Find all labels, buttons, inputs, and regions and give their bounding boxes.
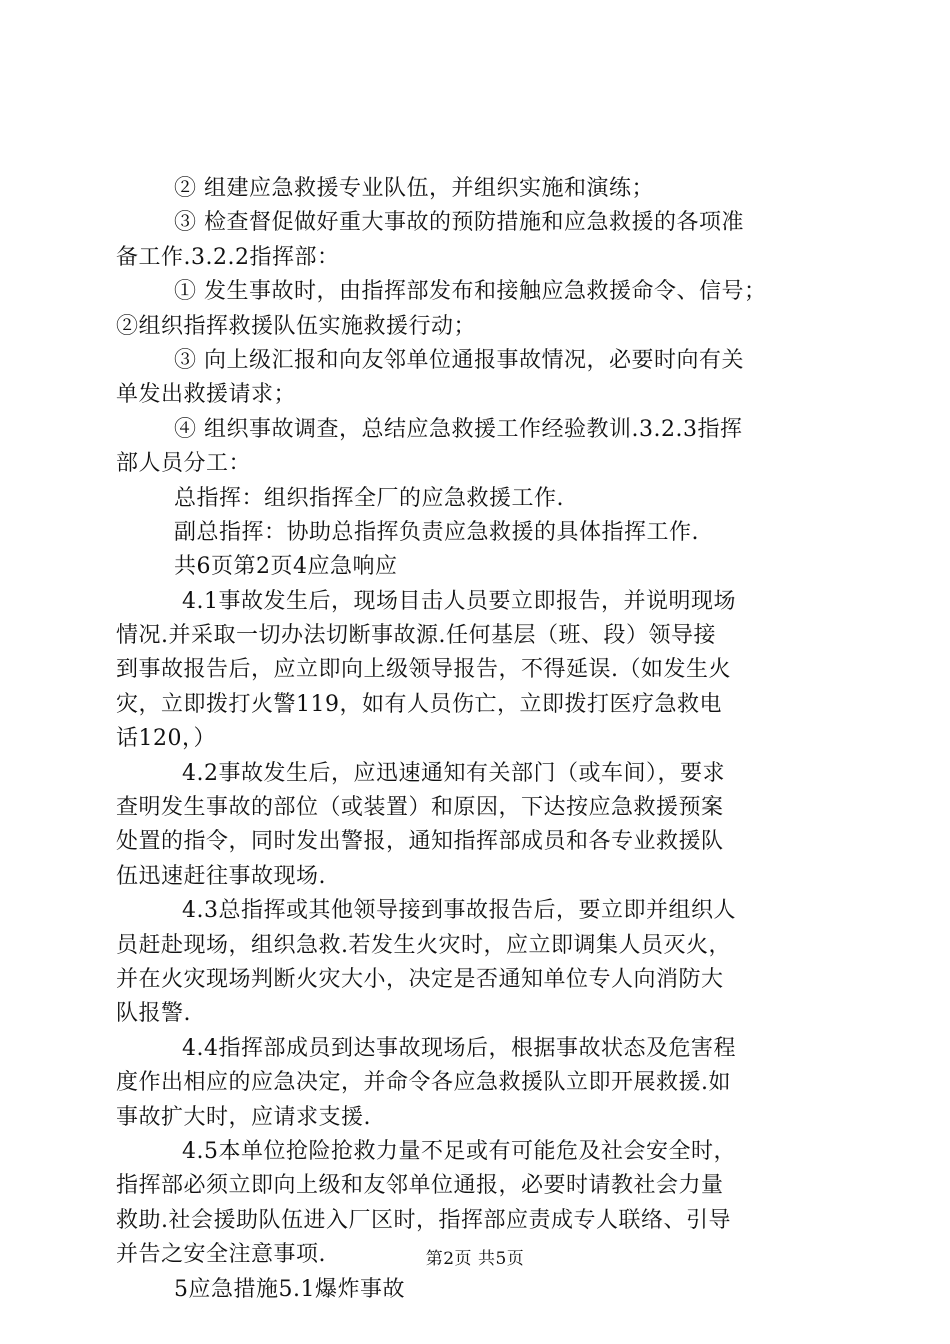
text-line: 伍迅速赶往事故现场. — [116, 863, 326, 889]
text-line: 总指挥：组织指挥全厂的应急救援工作. — [174, 485, 564, 511]
text-line: 到事故报告后，应立即向上级领导报告，不得延误.（如发生火 — [116, 657, 731, 683]
text-line: ① 发生事故时，由指挥部发布和接触应急救援命令、信号； — [174, 279, 767, 305]
text-line: 救助.社会援助队伍进入厂区时，指挥部应责成专人联络、引导 — [116, 1207, 731, 1233]
text-line: 单发出救援请求； — [116, 382, 297, 408]
text-line: 4.2事故发生后，应迅速通知有关部门（或车间），要求 — [182, 760, 725, 786]
text-line: 度作出相应的应急决定，并命令各应急救援队立即开展救援.如 — [116, 1070, 731, 1096]
document-body — [116, 172, 846, 1307]
text-line: 查明发生事故的部位（或装置）和原因，下达按应急救援预案 — [116, 795, 724, 821]
text-line: 4.5本单位抢险抢救力量不足或有可能危及社会安全时， — [182, 1138, 736, 1164]
text-line: 5应急措施5.1爆炸事故 — [174, 1276, 405, 1302]
text-line: 备工作.3.2.2指挥部： — [116, 244, 340, 270]
text-line: 部人员分工： — [116, 451, 252, 477]
text-line: 队报警. — [116, 1001, 191, 1027]
text-line: 并告之安全注意事项. — [116, 1242, 326, 1268]
text-line: 情况.并采取一切办法切断事故源.任何基层（班、段）领导接 — [116, 623, 716, 649]
text-line: 员赶赴现场，组织急救.若发生火灾时，应立即调集人员灭火， — [116, 932, 731, 958]
text-line: 话120，） — [116, 726, 216, 752]
text-line: 4.4指挥部成员到达事故现场后，根据事故状态及危害程 — [182, 1035, 736, 1061]
text-line: 并在火灾现场判断火灾大小，决定是否通知单位专人向消防大 — [116, 966, 724, 992]
text-line: 灾，立即拨打火警119，如有人员伤亡，立即拨打医疗急救电 — [116, 691, 722, 717]
text-line: ③ 向上级汇报和向友邻单位通报事故情况，必要时向有关 — [174, 347, 744, 373]
text-line: 共6页第2页4应急响应 — [174, 554, 398, 580]
text-line: ② 组建应急救援专业队伍，并组织实施和演练； — [174, 176, 654, 201]
text-line: ②组织指挥救援队伍实施救援行动； — [116, 313, 477, 339]
page-footer: 第2页 共5页 — [425, 1249, 525, 1269]
text-line: ④ 组织事故调查，总结应急救援工作经验教训.3.2.3指挥 — [174, 416, 743, 442]
text-line: 处置的指令，同时发出警报，通知指挥部成员和各专业救援队 — [116, 829, 724, 855]
text-line: 指挥部必须立即向上级和友邻单位通报，必要时请教社会力量 — [116, 1173, 724, 1199]
text-line: 事故扩大时，应请求支援. — [116, 1104, 371, 1130]
text-line: 副总指挥：协助总指挥负责应急救援的具体指挥工作. — [174, 519, 699, 545]
text-line: ③ 检查督促做好重大事故的预防措施和应急救援的各项准 — [174, 210, 744, 236]
text-line: 4.1事故发生后，现场目击人员要立即报告，并说明现场 — [182, 588, 736, 614]
text-line: 4.3总指挥或其他领导接到事故报告后，要立即并组织人 — [182, 898, 736, 924]
